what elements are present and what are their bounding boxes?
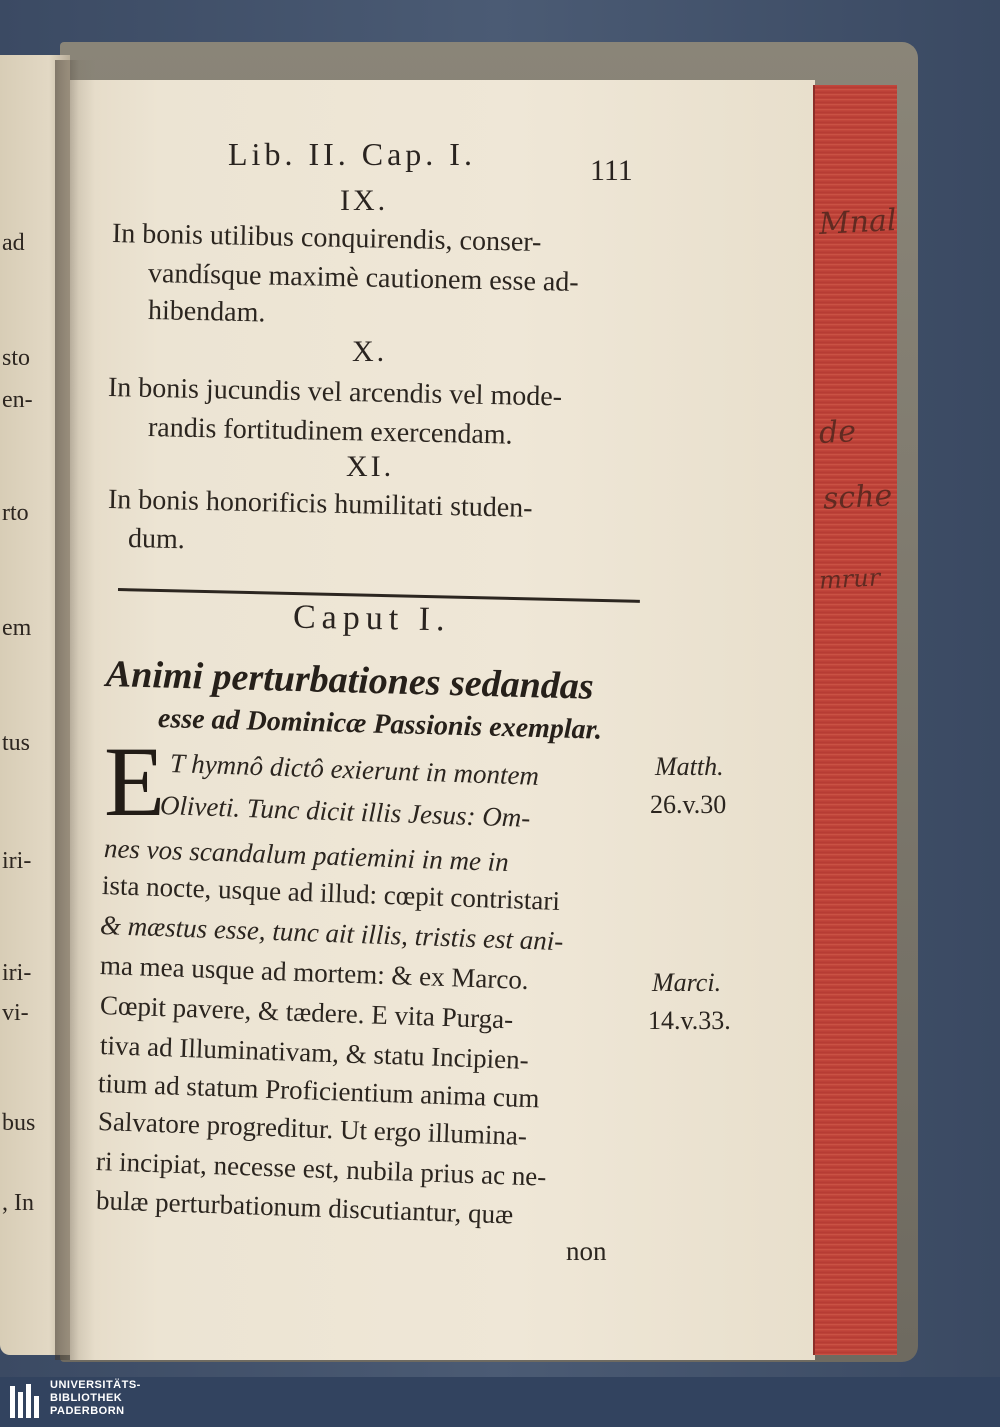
library-logo-icon xyxy=(8,1382,44,1422)
margin-note: 26.v.30 xyxy=(650,790,727,819)
body-line: tiva ad Illuminativam, & statu Incipien- xyxy=(99,1030,530,1075)
left-page-fragment: ad xyxy=(2,230,25,256)
gutter-shadow xyxy=(55,60,95,1360)
rule-text-line: vandísque maximè cautionem esse ad- xyxy=(147,258,579,299)
body-line: & mæstus esse, tunc ait illis, tristis est ani- xyxy=(99,910,564,957)
left-page-fragment: rto xyxy=(2,500,29,526)
edge-mark: mrur xyxy=(818,563,881,595)
page-number: 111 xyxy=(590,154,633,187)
rule-numeral: X. xyxy=(352,335,388,368)
library-name-line: BIBLIOTHEK xyxy=(50,1392,123,1404)
library-name-line: PADERBORN xyxy=(50,1405,125,1417)
body-line: nes vos scandalum patiemini in me in xyxy=(103,833,510,878)
left-page-fragment: bus xyxy=(2,1110,36,1136)
edge-mark: de xyxy=(818,414,857,451)
chapter-heading: Caput I. xyxy=(292,598,451,639)
body-line: Cœpit pavere, & tædere. E vita Purga- xyxy=(99,990,514,1035)
body-line: bulæ perturbationum discutiantur, quæ xyxy=(95,1185,514,1230)
rule-text-line: hibendam. xyxy=(147,295,266,329)
margin-note: Marci. xyxy=(652,968,722,997)
body-line: ista nocte, usque ad illud: cœpit contristari xyxy=(101,870,561,916)
body-line: tium ad statum Proficientium anima cum xyxy=(97,1068,540,1114)
catchword: non xyxy=(566,1236,607,1266)
chapter-subtitle: esse ad Dominicæ Passionis exemplar. xyxy=(157,703,603,746)
body-line: ma mea usque ad mortem: & ex Marco. xyxy=(99,950,530,995)
margin-note: 14.v.33. xyxy=(648,1006,731,1035)
chapter-title: Animi perturbationes sedandas xyxy=(105,653,595,708)
drop-cap: E xyxy=(104,726,166,837)
rule-text-line: In bonis utilibus conquirendis, conser- xyxy=(111,218,542,258)
left-page-fragment: iri- xyxy=(2,848,32,874)
left-page-fragment: vi- xyxy=(2,1000,29,1026)
left-page-fragment: , In xyxy=(2,1190,34,1216)
page-edge xyxy=(813,85,897,1355)
rule-text-line: In bonis jucundis vel arcendis vel mode- xyxy=(107,372,563,413)
body-line: T hymnô dictô exierunt in montem xyxy=(169,748,540,791)
edge-mark: sche xyxy=(822,478,894,517)
left-page-fragment: en- xyxy=(2,387,33,413)
left-page-fragment: sto xyxy=(2,345,31,371)
rule-numeral: XI. xyxy=(346,450,395,483)
rule-text-line: randis fortitudinem exercendam. xyxy=(147,412,513,451)
rule-text-line: In bonis honorificis humilitati studen- xyxy=(107,484,533,524)
edge-mark: Mnal xyxy=(818,202,898,243)
body-line: Oliveti. Tunc dicit illis Jesus: Om- xyxy=(159,790,531,833)
left-page-fragment: iri- xyxy=(2,960,32,986)
body-line: ri incipiat, necesse est, nubila prius ac ne- xyxy=(95,1146,547,1192)
left-page-fragment: em xyxy=(2,615,32,641)
left-page-fragment: tus xyxy=(2,730,31,756)
library-name xyxy=(50,1379,141,1418)
rule-numeral: IX. xyxy=(340,184,389,217)
running-title: Lib. II. Cap. I. xyxy=(228,136,476,172)
footer-bar xyxy=(0,1377,1000,1427)
body-line: Salvatore progreditur. Ut ergo illumina- xyxy=(97,1106,528,1151)
library-name-line: UNIVERSITÄTS- xyxy=(50,1379,141,1391)
margin-note: Matth. xyxy=(655,752,724,781)
rule-text-line: dum. xyxy=(127,523,186,556)
